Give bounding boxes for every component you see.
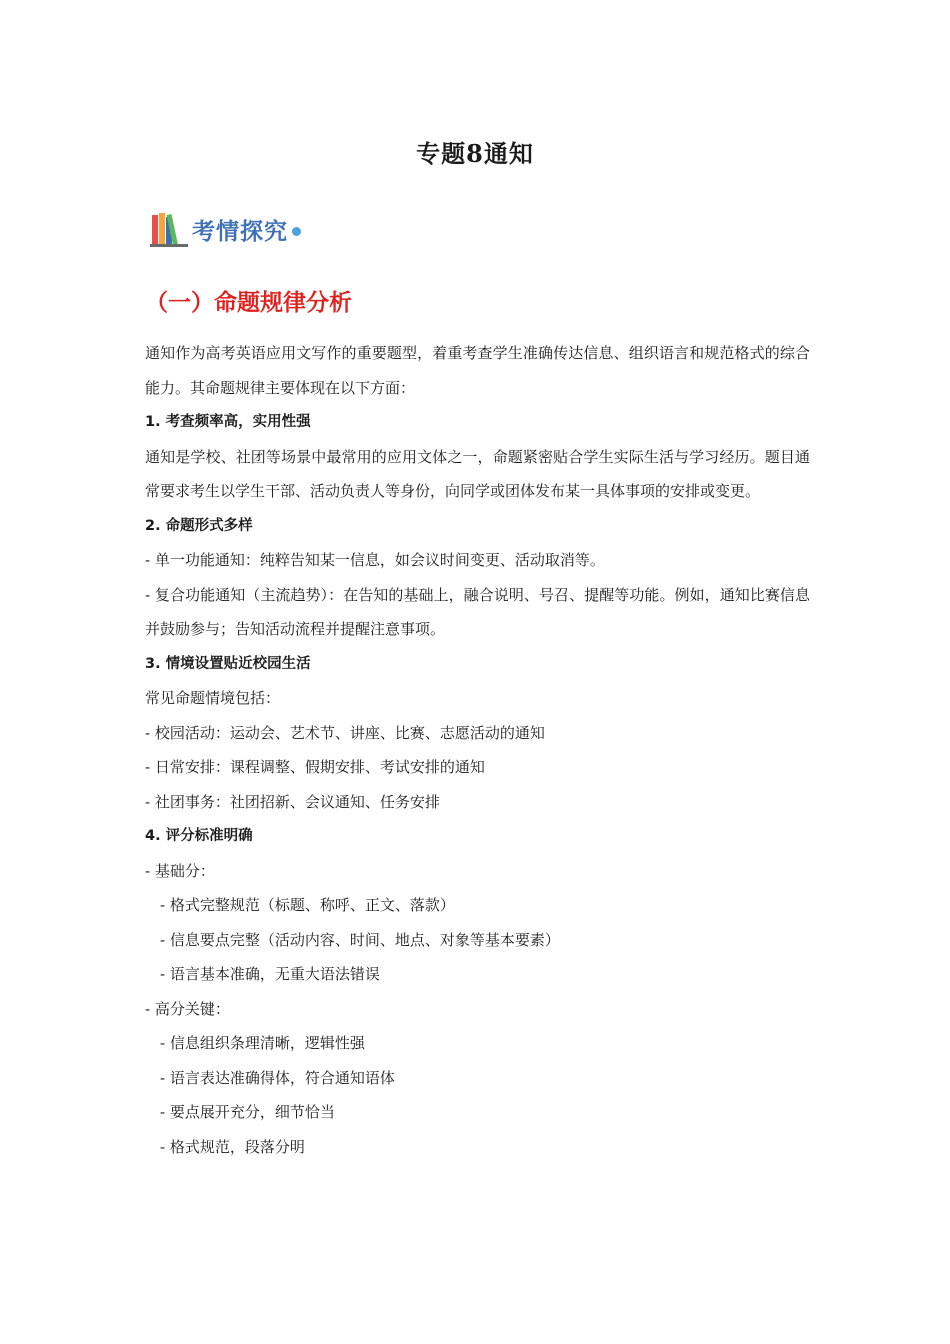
list-item: - 格式完整规范（标题、称呼、正文、落款） [160,896,455,914]
list-item: - 单一功能通知：纯粹告知某一信息，如会议时间变更、活动取消等。 [145,551,605,569]
list-item: - 语言表达准确得体，符合通知语体 [160,1068,395,1087]
books-icon [150,211,190,247]
intro-paragraph: 通知作为高考英语应用文写作的重要题型，着重考查学生准确传达信息、组织语言和规范格式的综合能力。其命题规律主要体现在以下方面： [145,344,810,397]
group-label: - 高分关键： [145,999,230,1018]
point-heading: 1. 考查频率高，实用性强 [145,414,311,430]
list-item: - 语言基本准确，无重大语法错误 [160,965,380,983]
list-item: - 社团事务：社团招新、会议通知、任务安排 [145,792,440,811]
list-item: - 复合功能通知（主流趋势）：在告知的基础上，融合说明、号召、提醒等功能。例如，通知比赛信息并鼓励参与；告知活动流程并提醒注意事项。 [145,585,810,638]
point-body: 通知是学校、社团等场景中最常用的应用文体之一，命题紧密贴合学生实际生活与学习经历。题目通常要求考生以学生干部、活动负责人等身份，向同学或团体发布某一具体事项的安排或变更。 [145,447,810,500]
banner-label: 考情探究 [192,218,288,245]
list-item: - 格式规范，段落分明 [160,1137,305,1156]
list-item: - 信息组织条理清晰，逻辑性强 [160,1034,365,1052]
group-label: - 基础分： [145,861,215,880]
section-heading: （一）命题规律分析 [145,290,352,316]
list-item: - 信息要点完整（活动内容、时间、地点、对象等基本要素） [160,930,560,949]
list-item: - 校园活动：运动会、艺术节、讲座、比赛、志愿活动的通知 [145,723,545,742]
point-heading: 4. 评分标准明确 [145,828,253,844]
document-body [145,336,810,1164]
banner-dot [292,227,301,236]
list-item: - 日常安排：课程调整、假期安排、考试安排的通知 [145,758,485,776]
section-banner [150,208,301,250]
list-item: - 要点展开充分，细节恰当 [160,1103,335,1121]
list-lead: 常见命题情境包括： [145,689,281,707]
point-heading: 2. 命题形式多样 [145,517,253,534]
page-title: 专题8通知 [416,139,534,168]
point-heading: 3. 情境设置贴近校园生活 [145,655,311,672]
